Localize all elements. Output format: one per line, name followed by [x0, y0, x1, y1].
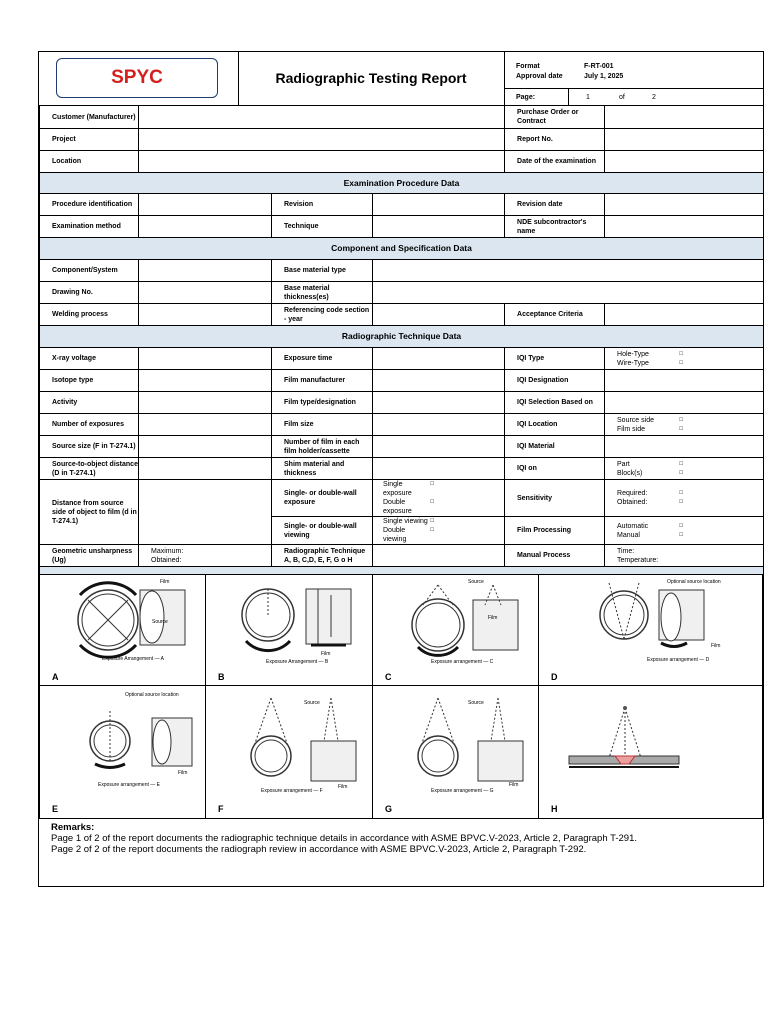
revision-date-field[interactable] [605, 194, 764, 216]
automatic-checkbox[interactable]: □ [679, 522, 684, 529]
wire-type-checkbox[interactable]: □ [679, 359, 684, 366]
procedure-id-label: Procedure identification [40, 194, 139, 216]
figure-f [205, 685, 373, 819]
technique-label: Technique [272, 216, 373, 238]
company-logo: SPYC [56, 58, 218, 98]
exposure-arrangement-d-drawing [539, 575, 762, 670]
exam-method-label: Examination method [40, 216, 139, 238]
iqi-on-options [605, 458, 764, 480]
figure-c-label1: Source [468, 579, 484, 585]
revision-date-label: Revision date [505, 194, 605, 216]
iqi-material-label: IQI Material [505, 436, 605, 458]
iqi-selection-label: IQI Selection Based on [505, 392, 605, 414]
remarks-line1: Page 1 of 2 of the report documents the radiographic technique details in accordance with ASME BPVC.V-2023, Article 2, Paragraph T-291. [51, 833, 638, 844]
purchase-order-field[interactable] [605, 106, 764, 129]
iqi-location-options [605, 414, 764, 436]
project-field[interactable] [139, 129, 505, 151]
format-label: Format [516, 63, 540, 70]
technique-field[interactable] [373, 216, 505, 238]
source-object-field[interactable] [139, 458, 272, 480]
report-title: Radiographic Testing Report [238, 52, 505, 105]
figure-a-caption: Exposure Arrangement — A [102, 656, 164, 662]
exam-date-field[interactable] [605, 151, 764, 173]
figure-g-label1: Source [468, 700, 484, 706]
exposure-options [373, 480, 505, 517]
distance-source-label: Distance from source side of object to film (d in T-274.1) [40, 480, 139, 545]
figure-h [538, 685, 763, 819]
figure-f-label2: Film [338, 784, 348, 790]
wire-type-label: Wire-Type [617, 359, 649, 367]
figure-a [39, 574, 206, 686]
figure-a-label1: Film [160, 579, 170, 585]
figure-a-label2: Source [152, 619, 168, 625]
film-side-label: Film side [617, 425, 646, 433]
single-double-viewing-label: Single- or double-wall viewing [272, 517, 373, 545]
page-of: of [619, 94, 625, 101]
manual-label: Manual [617, 531, 640, 539]
shim-field[interactable] [373, 458, 505, 480]
double-viewing-checkbox[interactable]: □ [430, 527, 435, 533]
welding-process-field[interactable] [139, 304, 272, 326]
film-manufacturer-field[interactable] [373, 370, 505, 392]
iqi-selection-field[interactable] [605, 392, 764, 414]
data-grid [39, 105, 764, 589]
exposure-time-field[interactable] [373, 348, 505, 370]
drawing-no-field[interactable] [139, 282, 272, 304]
procedure-id-field[interactable] [139, 194, 272, 216]
component-system-label: Component/System [40, 260, 139, 282]
base-material-type-field[interactable] [373, 260, 764, 282]
part-checkbox[interactable]: □ [679, 460, 684, 467]
approval-value: July 1, 2025 [584, 73, 624, 80]
geo-unsharpness-field[interactable] [139, 545, 272, 567]
report-header [39, 52, 763, 105]
figure-f-letter: F [218, 804, 224, 814]
figure-f-caption: Exposure arrangement — F [261, 788, 323, 794]
single-viewing-checkbox[interactable]: □ [430, 518, 435, 524]
figure-g-label2: Film [509, 782, 519, 788]
exposure-arrangement-a-drawing [40, 575, 205, 670]
source-side-checkbox[interactable]: □ [679, 416, 684, 423]
page-total: 2 [652, 94, 656, 101]
isotope-type-label: Isotope type [40, 370, 139, 392]
remarks-line2: Page 2 of 2 of the report documents the radiograph review in accordance with ASME BPVC.V-2023, Article 2, Paragraph T-292. [51, 844, 587, 855]
obtained-sensitivity-label: Obtained: [617, 499, 648, 506]
figure-b [205, 574, 373, 686]
component-system-field[interactable] [139, 260, 272, 282]
film-type-field[interactable] [373, 392, 505, 414]
double-exposure-checkbox[interactable]: □ [430, 499, 435, 505]
report-no-field[interactable] [605, 129, 764, 151]
exposure-arrangement-b-drawing [206, 575, 372, 670]
geo-unsharpness-label: Geometric unsharpness (Ug) [40, 545, 139, 567]
exposure-arrangement-h-drawing [539, 686, 762, 804]
base-material-type-label: Base material type [272, 260, 373, 282]
figure-g-caption: Exposure arrangement — G [431, 788, 494, 794]
document-meta [504, 52, 763, 105]
exam-date-label: Date of the examination [505, 151, 605, 173]
project-label: Project [40, 129, 139, 151]
report-no-label: Report No. [505, 129, 605, 151]
figure-c-label2: Film [488, 615, 498, 621]
section-component: Component and Specification Data [40, 238, 764, 260]
num-film-label: Number of film in each film holder/cassette [272, 436, 373, 458]
format-value: F-RT-001 [584, 63, 614, 70]
blocks-checkbox[interactable]: □ [679, 469, 684, 476]
single-double-exposure-label: Single- or double-wall exposure [272, 480, 373, 517]
source-size-field[interactable] [139, 436, 272, 458]
rt-technique-label: Radiographic Technique A, B, C,D, E, F, G o H [272, 545, 373, 567]
film-side-checkbox[interactable]: □ [679, 425, 684, 432]
automatic-label: Automatic [617, 522, 649, 530]
num-exposures-field[interactable] [139, 414, 272, 436]
part-label: Part [617, 460, 630, 468]
figure-c [372, 574, 539, 686]
manual-checkbox[interactable]: □ [679, 531, 684, 538]
meta-divider [504, 88, 763, 89]
blocks-label: Block(s) [617, 469, 643, 477]
welding-process-label: Welding process [40, 304, 139, 326]
film-processing-label: Film Processing [505, 517, 605, 545]
rt-report-form [38, 51, 764, 887]
page-label: Page: [516, 94, 536, 101]
iqi-material-field[interactable] [605, 436, 764, 458]
iqi-type-label: IQI Type [505, 348, 605, 370]
acceptance-label: Acceptance Criteria [505, 304, 605, 326]
figure-d-label2: Film [711, 643, 721, 649]
remarks [51, 822, 751, 855]
location-field[interactable] [139, 151, 505, 173]
revision-field[interactable] [373, 194, 505, 216]
figure-a-letter: A [52, 672, 59, 682]
figure-e-letter: E [52, 804, 59, 814]
film-size-label: Film size [272, 414, 373, 436]
exposure-arrangement-c-drawing [373, 575, 538, 670]
iqi-designation-label: IQI Designation [505, 370, 605, 392]
xray-voltage-label: X-ray voltage [40, 348, 139, 370]
section-technique-data: Radiographic Technique Data [40, 326, 764, 348]
exposure-arrangement-g-drawing [373, 686, 538, 804]
exam-method-field[interactable] [139, 216, 272, 238]
figure-d-caption: Exposure arrangement — D [647, 657, 710, 663]
distance-source-field[interactable] [139, 480, 272, 545]
figure-e-caption: Exposure arrangement — E [98, 782, 160, 788]
figure-c-caption: Exposure arrangement — C [431, 659, 494, 665]
exposure-arrangement-f-drawing [206, 686, 372, 804]
required-checkbox[interactable]: □ [679, 490, 684, 496]
film-size-field[interactable] [373, 414, 505, 436]
double-viewing-label: Double viewing [383, 527, 407, 543]
manual-process-label: Manual Process [505, 545, 605, 567]
figure-d [538, 574, 763, 686]
nde-sub-label: NDE subcontractor's name [505, 216, 605, 238]
figure-h-letter: H [551, 804, 558, 814]
meta-column-divider [568, 88, 569, 105]
isotope-type-field[interactable] [139, 370, 272, 392]
figure-b-caption: Exposure Arrangement — B [266, 659, 329, 665]
base-thickness-label: Base material thickness(es) [272, 282, 373, 304]
figure-e-label1: Optional source location [125, 692, 179, 698]
remarks-title: Remarks: [51, 822, 95, 833]
iqi-location-label: IQI Location [505, 414, 605, 436]
obtained-sensitivity-checkbox[interactable]: □ [679, 499, 684, 505]
revision-label: Revision [272, 194, 373, 216]
temperature-label: Temperature: [617, 556, 659, 564]
figure-b-letter: B [218, 672, 225, 682]
sensitivity-label: Sensitivity [505, 480, 605, 517]
film-manufacturer-label: Film manufacturer [272, 370, 373, 392]
viewing-options [373, 517, 505, 545]
num-exposures-label: Number of exposures [40, 414, 139, 436]
acceptance-field[interactable] [605, 304, 764, 326]
time-label: Time: [617, 547, 635, 555]
figure-g-letter: G [385, 804, 393, 814]
exposure-time-label: Exposure time [272, 348, 373, 370]
single-exposure-label: Single exposure [383, 481, 412, 497]
maximum-label: Maximum: [151, 547, 184, 555]
sensitivity-options [605, 480, 764, 517]
single-exposure-checkbox[interactable]: □ [430, 481, 435, 487]
hole-type-checkbox[interactable]: □ [679, 350, 684, 357]
figure-d-letter: D [551, 672, 558, 682]
iqi-type-options [605, 348, 764, 370]
figure-c-letter: C [385, 672, 392, 682]
section-exam-procedure: Examination Procedure Data [40, 173, 764, 194]
figure-g [372, 685, 539, 819]
page-current: 1 [586, 94, 590, 101]
customer-field[interactable] [139, 106, 505, 129]
location-label: Location [40, 151, 139, 173]
activity-label: Activity [40, 392, 139, 414]
film-type-label: Film type/designation [272, 392, 373, 414]
film-processing-options [605, 517, 764, 545]
manual-process-field[interactable] [605, 545, 764, 567]
activity-field[interactable] [139, 392, 272, 414]
double-exposure-label: Double exposure [383, 499, 412, 515]
logo-cell [39, 52, 239, 105]
base-thickness-field[interactable] [373, 282, 764, 304]
figure-e [39, 685, 206, 819]
obtained-label: Obtained: [151, 556, 182, 564]
iqi-designation-field[interactable] [605, 370, 764, 392]
nde-sub-field[interactable] [605, 216, 764, 238]
drawing-no-label: Drawing No. [40, 282, 139, 304]
purchase-order-label: Purchase Order or Contract [505, 106, 605, 129]
source-object-label: Source-to-object distance (D in T-274.1) [40, 458, 139, 480]
num-film-field[interactable] [373, 436, 505, 458]
figure-d-label1: Optional source location [667, 579, 721, 585]
exposure-arrangement-e-drawing [40, 686, 205, 804]
rt-technique-field[interactable] [373, 545, 505, 567]
ref-code-field[interactable] [373, 304, 505, 326]
iqi-on-label: IQI on [505, 458, 605, 480]
hole-type-label: Hole-Type [617, 350, 649, 358]
single-viewing-label: Single viewing [383, 518, 428, 525]
xray-voltage-field[interactable] [139, 348, 272, 370]
required-label: Required: [617, 490, 648, 497]
figure-f-label1: Source [304, 700, 320, 706]
source-side-label: Source side [617, 416, 654, 424]
shim-label: Shim material and thickness [272, 458, 373, 480]
customer-label: Customer (Manufacturer) [40, 106, 139, 129]
figure-e-label2: Film [178, 770, 188, 776]
source-size-label: Source size (F in T-274.1) [40, 436, 139, 458]
approval-label: Approval date [516, 73, 563, 80]
ref-code-label: Referencing code section - year [272, 304, 373, 326]
figure-b-label1: Film [321, 651, 331, 657]
